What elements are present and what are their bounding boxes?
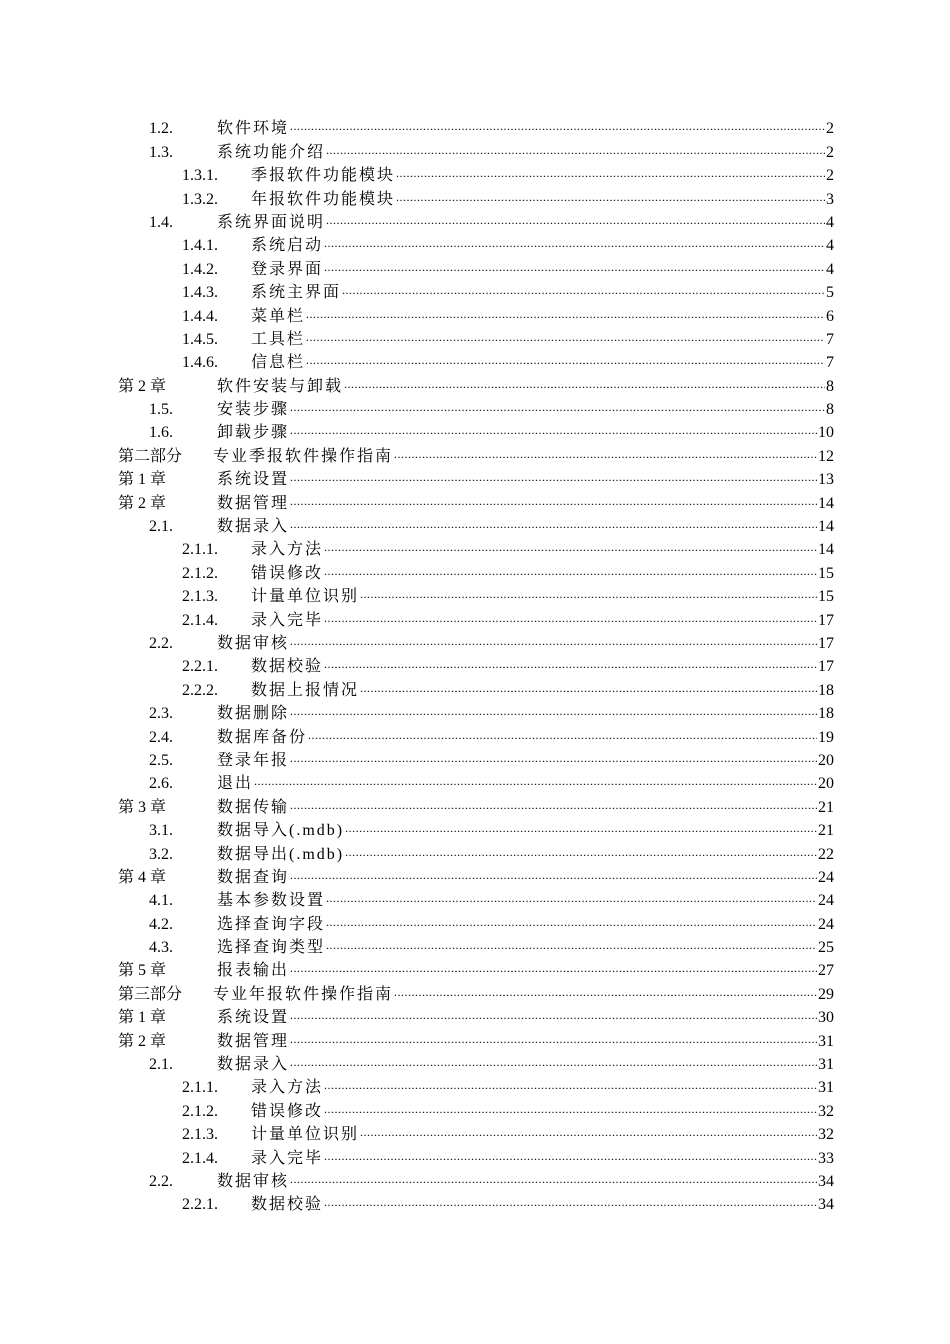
toc-entry[interactable] — [118, 233, 834, 256]
toc-entry-page-number: 30 — [818, 1009, 834, 1027]
toc-dot-leader — [290, 116, 825, 136]
toc-entry-page-number: 21 — [818, 822, 834, 840]
toc-entry-number: 第 1 章 — [118, 1009, 167, 1027]
toc-entry-title: 录入完毕 — [251, 611, 324, 629]
toc-entry-number: 第 1 章 — [118, 471, 167, 489]
toc-entry-title: 专业季报软件操作指南 — [213, 447, 394, 465]
toc-dot-leader — [360, 678, 817, 698]
toc-entry-page-number: 24 — [818, 892, 834, 910]
toc-entry[interactable] — [118, 935, 834, 958]
toc-entry-title: 信息栏 — [251, 354, 306, 372]
toc-entry-page-number: 13 — [818, 471, 834, 489]
toc-entry-title: 报表输出 — [217, 962, 290, 980]
toc-entry-page-number: 17 — [818, 634, 834, 652]
toc-entry-number: 1.6. — [149, 424, 173, 442]
toc-entry[interactable] — [118, 981, 834, 1004]
toc-entry-title: 系统主界面 — [251, 284, 342, 302]
toc-entry[interactable] — [118, 958, 834, 981]
toc-entry-page-number: 31 — [818, 1056, 834, 1074]
toc-entry-number: 1.4.4. — [182, 307, 218, 325]
toc-entry-page-number: 2 — [826, 120, 834, 138]
toc-entry-page-number: 21 — [818, 798, 834, 816]
toc-dot-leader — [290, 420, 817, 440]
toc-entry-title: 数据校验 — [251, 1196, 324, 1214]
toc-entry-title: 录入完毕 — [251, 1149, 324, 1167]
toc-entry-page-number: 31 — [818, 1032, 834, 1050]
toc-entry[interactable] — [118, 186, 834, 209]
toc-entry[interactable] — [118, 631, 834, 654]
toc-dot-leader — [360, 584, 817, 604]
toc-entry[interactable] — [118, 397, 834, 420]
toc-entry-title: 数据管理 — [217, 1032, 290, 1050]
toc-entry-number: 1.3.2. — [182, 190, 218, 208]
toc-dot-leader — [396, 163, 825, 183]
toc-entry-number: 1.2. — [149, 120, 173, 138]
toc-entry-number: 2.1.3. — [182, 1126, 218, 1144]
toc-entry-title: 登录年报 — [217, 751, 290, 769]
toc-entry-number: 2.3. — [149, 705, 173, 723]
toc-entry[interactable] — [118, 1192, 834, 1215]
toc-dot-leader — [326, 888, 817, 908]
toc-entry-title: 数据删除 — [217, 705, 290, 723]
toc-dot-leader — [290, 1169, 817, 1189]
toc-entry-number: 1.4.5. — [182, 330, 218, 348]
toc-entry-title: 数据录入 — [217, 1056, 290, 1074]
toc-entry-page-number: 32 — [818, 1102, 834, 1120]
toc-entry-title: 系统设置 — [217, 1009, 290, 1027]
toc-dot-leader — [254, 771, 817, 791]
toc-dot-leader — [290, 865, 817, 885]
toc-dot-leader — [394, 982, 817, 1002]
toc-entry-title: 数据上报情况 — [251, 681, 360, 699]
toc-dot-leader — [290, 701, 817, 721]
toc-dot-leader — [290, 467, 817, 487]
table-of-contents — [118, 116, 834, 1215]
toc-dot-leader — [324, 1192, 817, 1212]
toc-entry[interactable] — [118, 1028, 834, 1051]
toc-entry-title: 菜单栏 — [251, 307, 306, 325]
toc-entry-page-number: 2 — [826, 167, 834, 185]
toc-dot-leader — [326, 912, 817, 932]
toc-entry[interactable] — [118, 490, 834, 513]
toc-entry-title: 数据导出(.mdb) — [217, 845, 345, 863]
toc-dot-leader — [290, 397, 825, 417]
toc-entry[interactable] — [118, 654, 834, 677]
toc-entry-number: 2.1.3. — [182, 588, 218, 606]
toc-entry-title: 数据审核 — [217, 634, 290, 652]
toc-entry[interactable] — [118, 724, 834, 747]
toc-entry[interactable] — [118, 701, 834, 724]
toc-dot-leader — [326, 210, 825, 230]
toc-entry-page-number: 8 — [826, 401, 834, 419]
toc-entry[interactable] — [118, 1052, 834, 1075]
toc-entry-page-number: 15 — [818, 588, 834, 606]
toc-dot-leader — [290, 795, 817, 815]
toc-entry-page-number: 10 — [818, 424, 834, 442]
toc-dot-leader — [324, 537, 817, 557]
toc-dot-leader — [306, 350, 825, 370]
toc-dot-leader — [324, 1075, 817, 1095]
toc-dot-leader — [324, 654, 817, 674]
toc-entry-page-number: 32 — [818, 1126, 834, 1144]
toc-entry-page-number: 6 — [826, 307, 834, 325]
toc-entry[interactable] — [118, 256, 834, 279]
toc-entry-title: 年报软件功能模块 — [251, 190, 396, 208]
toc-entry-title: 计量单位识别 — [251, 588, 360, 606]
toc-entry-number: 2.2.1. — [182, 658, 218, 676]
toc-entry-title: 系统界面说明 — [217, 213, 326, 231]
toc-entry-page-number: 5 — [826, 284, 834, 302]
toc-entry-page-number: 15 — [818, 564, 834, 582]
toc-entry-title: 软件环境 — [217, 120, 290, 138]
toc-entry-title: 系统设置 — [217, 471, 290, 489]
toc-dot-leader — [306, 327, 825, 347]
toc-entry-number: 1.3.1. — [182, 167, 218, 185]
toc-dot-leader — [396, 187, 825, 207]
toc-entry-number: 第 5 章 — [118, 962, 167, 980]
toc-entry-number: 2.5. — [149, 751, 173, 769]
toc-entry-number: 2.1.1. — [182, 541, 218, 559]
toc-entry-page-number: 25 — [818, 939, 834, 957]
toc-entry-page-number: 3 — [826, 190, 834, 208]
toc-entry-title: 数据校验 — [251, 658, 324, 676]
toc-entry-number: 2.6. — [149, 775, 173, 793]
toc-entry-number: 2.2. — [149, 1172, 173, 1190]
toc-entry[interactable] — [118, 1098, 834, 1121]
toc-dot-leader — [308, 725, 817, 745]
toc-dot-leader — [344, 374, 825, 394]
toc-entry[interactable] — [118, 865, 834, 888]
toc-entry[interactable] — [118, 1122, 834, 1145]
toc-dot-leader — [290, 1052, 817, 1072]
toc-entry-number: 第三部分 — [118, 985, 183, 1003]
toc-entry-title: 选择查询类型 — [217, 939, 326, 957]
toc-entry-number: 2.1.2. — [182, 564, 218, 582]
toc-entry-number: 1.3. — [149, 143, 173, 161]
toc-entry[interactable] — [118, 537, 834, 560]
toc-entry-number: 3.2. — [149, 845, 173, 863]
toc-dot-leader — [324, 233, 825, 253]
toc-entry-title: 录入方法 — [251, 541, 324, 559]
toc-entry[interactable] — [118, 280, 834, 303]
toc-entry-page-number: 18 — [818, 681, 834, 699]
toc-entry[interactable] — [118, 771, 834, 794]
toc-dot-leader — [324, 561, 817, 581]
toc-entry[interactable] — [118, 1145, 834, 1168]
toc-entry-number: 2.1.4. — [182, 1149, 218, 1167]
toc-entry-title: 登录界面 — [251, 260, 324, 278]
toc-entry[interactable] — [118, 163, 834, 186]
toc-entry-page-number: 4 — [826, 237, 834, 255]
toc-entry-number: 2.2.2. — [182, 681, 218, 699]
toc-dot-leader — [290, 1029, 817, 1049]
toc-dot-leader — [360, 1122, 817, 1142]
toc-entry-title: 选择查询字段 — [217, 915, 326, 933]
toc-dot-leader — [324, 1099, 817, 1119]
toc-entry-page-number: 17 — [818, 611, 834, 629]
toc-entry-title: 录入方法 — [251, 1079, 324, 1097]
toc-dot-leader — [326, 935, 817, 955]
toc-dot-leader — [326, 140, 825, 160]
toc-entry-number: 2.1.1. — [182, 1079, 218, 1097]
toc-dot-leader — [324, 1146, 817, 1166]
toc-entry-page-number: 22 — [818, 845, 834, 863]
toc-dot-leader — [290, 631, 817, 651]
toc-dot-leader — [345, 842, 817, 862]
toc-entry-number: 第 2 章 — [118, 1032, 167, 1050]
toc-entry-number: 第 2 章 — [118, 377, 167, 395]
toc-entry-number: 第 3 章 — [118, 798, 167, 816]
toc-entry-number: 1.4.2. — [182, 260, 218, 278]
toc-dot-leader — [290, 958, 817, 978]
toc-entry-number: 2.2. — [149, 634, 173, 652]
toc-entry-page-number: 33 — [818, 1149, 834, 1167]
toc-entry[interactable] — [118, 794, 834, 817]
toc-dot-leader — [290, 748, 817, 768]
toc-entry-title: 工具栏 — [251, 330, 306, 348]
toc-entry-page-number: 18 — [818, 705, 834, 723]
toc-dot-leader — [345, 818, 817, 838]
toc-entry-title: 数据库备份 — [217, 728, 308, 746]
toc-entry-page-number: 4 — [826, 260, 834, 278]
toc-entry-title: 错误修改 — [251, 1102, 324, 1120]
toc-entry-page-number: 24 — [818, 868, 834, 886]
toc-entry[interactable] — [118, 514, 834, 537]
toc-entry-page-number: 8 — [826, 377, 834, 395]
toc-entry-page-number: 20 — [818, 751, 834, 769]
toc-entry-title: 系统功能介绍 — [217, 143, 326, 161]
toc-entry-page-number: 34 — [818, 1172, 834, 1190]
toc-dot-leader — [394, 444, 817, 464]
toc-entry[interactable] — [118, 841, 834, 864]
toc-entry-page-number: 17 — [818, 658, 834, 676]
toc-entry-title: 专业年报软件操作指南 — [213, 985, 394, 1003]
toc-entry-number: 第 2 章 — [118, 494, 167, 512]
toc-entry[interactable] — [118, 748, 834, 771]
toc-entry[interactable] — [118, 677, 834, 700]
toc-entry[interactable] — [118, 1169, 834, 1192]
toc-entry[interactable] — [118, 888, 834, 911]
toc-entry-title: 退出 — [217, 775, 254, 793]
toc-entry[interactable] — [118, 116, 834, 139]
toc-entry-page-number: 24 — [818, 915, 834, 933]
toc-entry-title: 数据管理 — [217, 494, 290, 512]
toc-entry-number: 4.1. — [149, 892, 173, 910]
toc-entry[interactable] — [118, 373, 834, 396]
toc-entry-page-number: 31 — [818, 1079, 834, 1097]
toc-entry-page-number: 29 — [818, 985, 834, 1003]
toc-entry[interactable] — [118, 139, 834, 162]
toc-dot-leader — [290, 1005, 817, 1025]
toc-dot-leader — [324, 608, 817, 628]
toc-entry[interactable] — [118, 1075, 834, 1098]
toc-entry-number: 4.2. — [149, 915, 173, 933]
toc-entry-page-number: 12 — [818, 447, 834, 465]
toc-entry-number: 2.1. — [149, 518, 173, 536]
toc-dot-leader — [324, 257, 825, 277]
toc-entry-page-number: 14 — [818, 541, 834, 559]
toc-entry-page-number: 20 — [818, 775, 834, 793]
toc-entry-page-number: 27 — [818, 962, 834, 980]
toc-entry-title: 数据审核 — [217, 1172, 290, 1190]
toc-entry-title: 基本参数设置 — [217, 892, 326, 910]
toc-entry[interactable] — [118, 467, 834, 490]
toc-entry-page-number: 19 — [818, 728, 834, 746]
toc-entry-number: 2.2.1. — [182, 1196, 218, 1214]
toc-entry-title: 数据传输 — [217, 798, 290, 816]
toc-entry[interactable] — [118, 584, 834, 607]
toc-entry-number: 1.4.6. — [182, 354, 218, 372]
toc-entry[interactable] — [118, 560, 834, 583]
toc-entry[interactable] — [118, 303, 834, 326]
toc-entry-page-number: 4 — [826, 213, 834, 231]
toc-entry[interactable] — [118, 1005, 834, 1028]
toc-entry-number: 3.1. — [149, 822, 173, 840]
toc-entry[interactable] — [118, 210, 834, 233]
toc-dot-leader — [290, 514, 817, 534]
toc-entry-title: 计量单位识别 — [251, 1126, 360, 1144]
toc-entry-page-number: 14 — [818, 518, 834, 536]
toc-entry[interactable] — [118, 350, 834, 373]
toc-dot-leader — [342, 280, 825, 300]
toc-entry[interactable] — [118, 911, 834, 934]
toc-entry[interactable] — [118, 818, 834, 841]
toc-entry-title: 软件安装与卸载 — [217, 377, 344, 395]
toc-entry-number: 1.4.1. — [182, 237, 218, 255]
toc-entry[interactable] — [118, 607, 834, 630]
toc-entry-page-number: 7 — [826, 354, 834, 372]
toc-entry-title: 数据导入(.mdb) — [217, 822, 345, 840]
toc-entry-title: 季报软件功能模块 — [251, 167, 396, 185]
toc-entry-number: 4.3. — [149, 939, 173, 957]
toc-entry-page-number: 34 — [818, 1196, 834, 1214]
toc-entry[interactable] — [118, 420, 834, 443]
toc-entry-number: 第二部分 — [118, 447, 183, 465]
toc-entry[interactable] — [118, 443, 834, 466]
toc-entry-page-number: 2 — [826, 143, 834, 161]
toc-entry-title: 安装步骤 — [217, 401, 290, 419]
toc-dot-leader — [290, 491, 817, 511]
toc-entry-number: 2.1.4. — [182, 611, 218, 629]
toc-entry-number: 1.4.3. — [182, 284, 218, 302]
toc-entry-number: 2.1.2. — [182, 1102, 218, 1120]
toc-entry-page-number: 14 — [818, 494, 834, 512]
toc-entry-title: 错误修改 — [251, 564, 324, 582]
toc-entry-number: 1.5. — [149, 401, 173, 419]
toc-entry-title: 数据查询 — [217, 868, 290, 886]
toc-entry-number: 1.4. — [149, 213, 173, 231]
toc-entry-page-number: 7 — [826, 330, 834, 348]
toc-entry-number: 2.4. — [149, 728, 173, 746]
toc-entry-title: 数据录入 — [217, 518, 290, 536]
toc-entry[interactable] — [118, 327, 834, 350]
toc-entry-number: 2.1. — [149, 1056, 173, 1074]
toc-entry-title: 卸载步骤 — [217, 424, 290, 442]
toc-entry-number: 第 4 章 — [118, 868, 167, 886]
toc-dot-leader — [306, 304, 825, 324]
toc-entry-title: 系统启动 — [251, 237, 324, 255]
